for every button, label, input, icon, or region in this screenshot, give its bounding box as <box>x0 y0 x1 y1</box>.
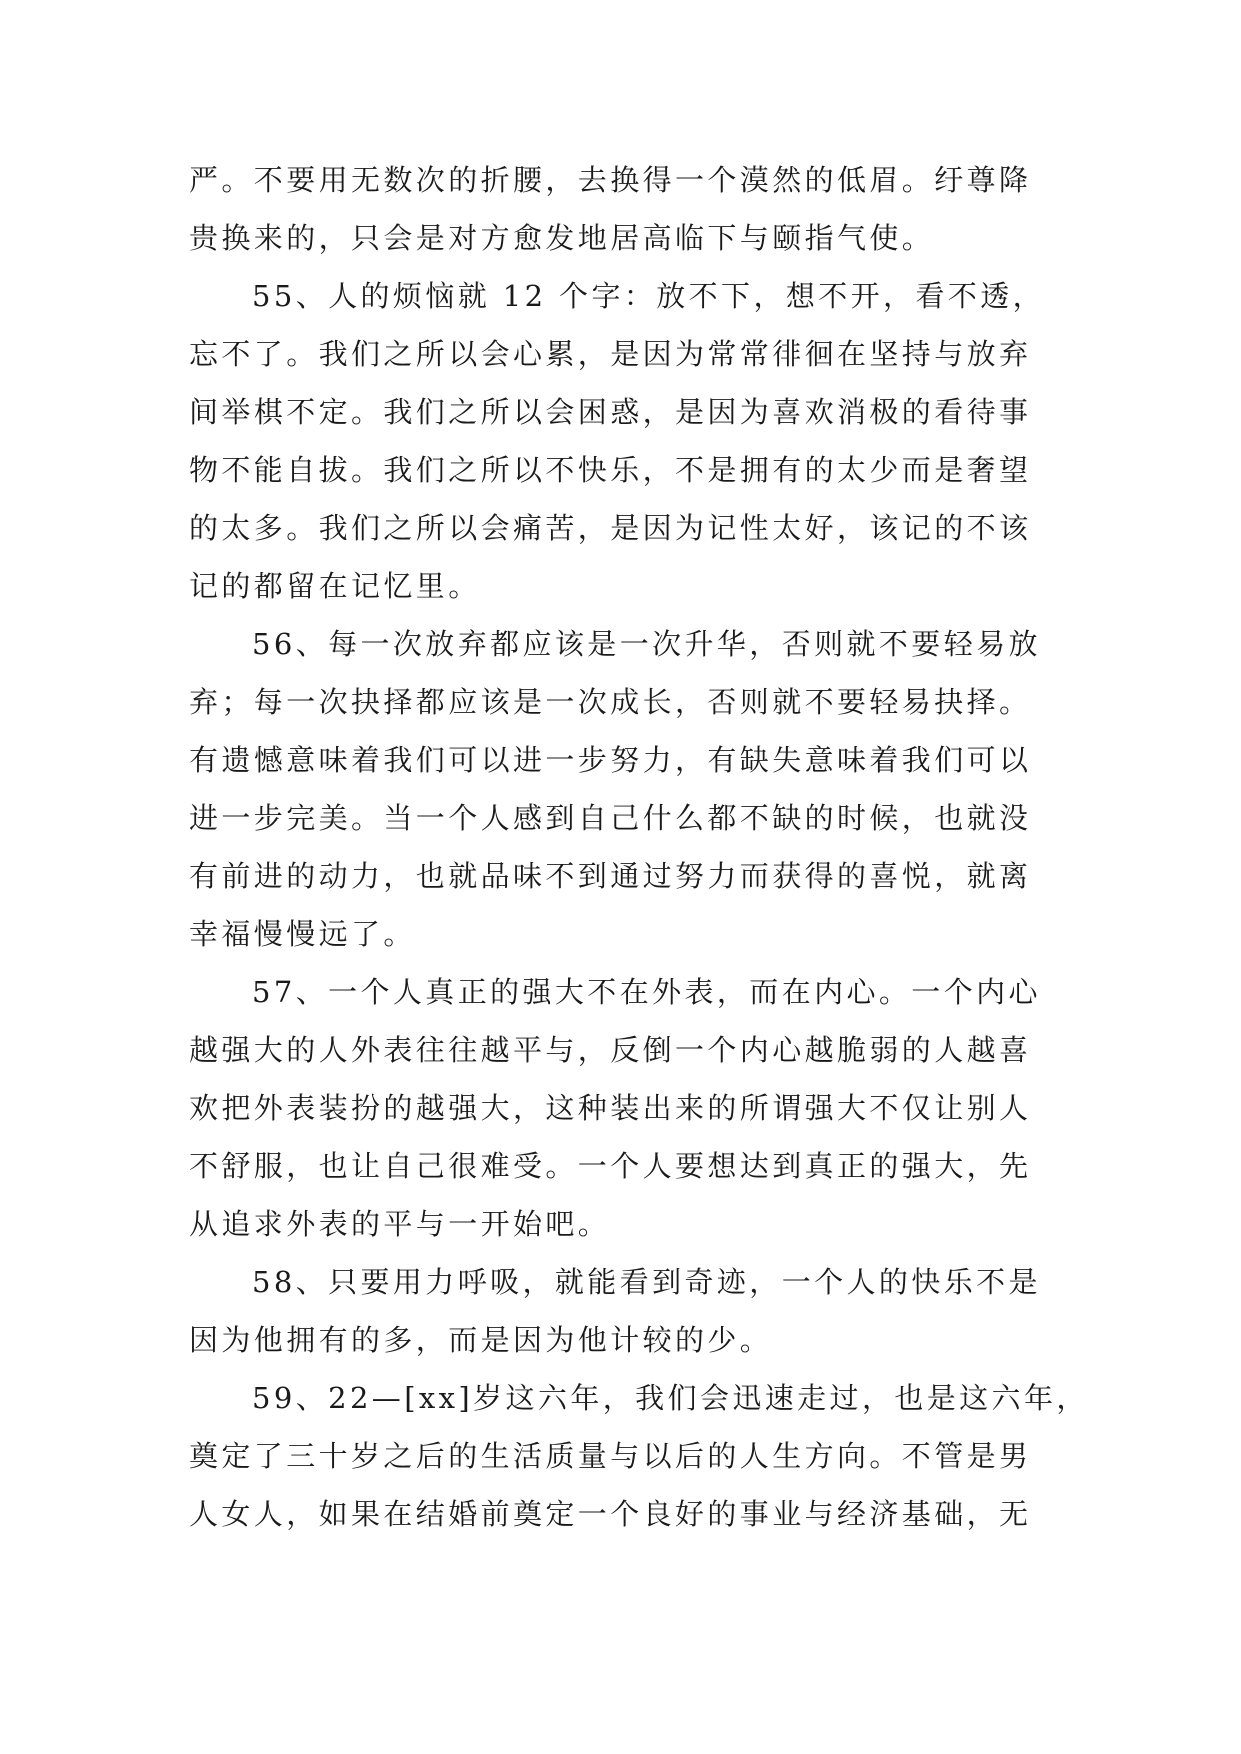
text-line: 欢把外表装扮的越强大，这种装出来的所谓强大不仅让别人 <box>189 1091 1032 1125</box>
text-line: 严。不要用无数次的折腰，去换得一个漠然的低眉。纡尊降 <box>189 163 1032 197</box>
paragraph-58-start: 58、只要用力呼吸，就能看到奇迹，一个人的快乐不是 <box>252 1265 1041 1299</box>
paragraph-56-start: 56、每一次放弃都应该是一次升华，否则就不要轻易放 <box>252 627 1041 661</box>
text-line: 忘不了。我们之所以会心累，是因为常常徘徊在坚持与放弃 <box>189 337 1032 371</box>
text-line: 越强大的人外表往往越平与，反倒一个内心越脆弱的人越喜 <box>189 1033 1032 1067</box>
text-line: 不舒服，也让自己很难受。一个人要想达到真正的强大，先 <box>189 1149 1032 1183</box>
text-line: 奠定了三十岁之后的生活质量与以后的人生方向。不管是男 <box>189 1439 1032 1473</box>
text-line: 幸福慢慢远了。 <box>189 917 416 951</box>
text-line: 有遗憾意味着我们可以进一步努力，有缺失意味着我们可以 <box>189 743 1032 777</box>
text-line: 人女人，如果在结婚前奠定一个良好的事业与经济基础，无 <box>189 1497 1032 1531</box>
text-line: 物不能自拔。我们之所以不快乐，不是拥有的太少而是奢望 <box>189 453 1032 487</box>
paragraph-59-start: 59、22—[xx]岁这六年，我们会迅速走过，也是这六年， <box>252 1381 1089 1415</box>
text-line: 的太多。我们之所以会痛苦，是因为记性太好，该记的不该 <box>189 511 1032 545</box>
paragraph-55-start: 55、人的烦恼就 12 个字：放不下，想不开，看不透， <box>252 279 1046 313</box>
text-line: 进一步完美。当一个人感到自己什么都不缺的时候，也就没 <box>189 801 1032 835</box>
text-line: 贵换来的，只会是对方愈发地居高临下与颐指气使。 <box>189 221 935 255</box>
text-line: 有前进的动力，也就品味不到通过努力而获得的喜悦，就离 <box>189 859 1032 893</box>
document-body <box>189 151 1089 1543</box>
text-line: 从追求外表的平与一开始吧。 <box>189 1207 611 1241</box>
text-line: 弃；每一次抉择都应该是一次成长，否则就不要轻易抉择。 <box>189 685 1032 719</box>
text-line: 间举棋不定。我们之所以会困惑，是因为喜欢消极的看待事 <box>189 395 1032 429</box>
text-line: 因为他拥有的多，而是因为他计较的少。 <box>189 1323 773 1357</box>
paragraph-57-start: 57、一个人真正的强大不在外表，而在内心。一个内心 <box>252 975 1041 1009</box>
text-line: 记的都留在记忆里。 <box>189 569 481 603</box>
